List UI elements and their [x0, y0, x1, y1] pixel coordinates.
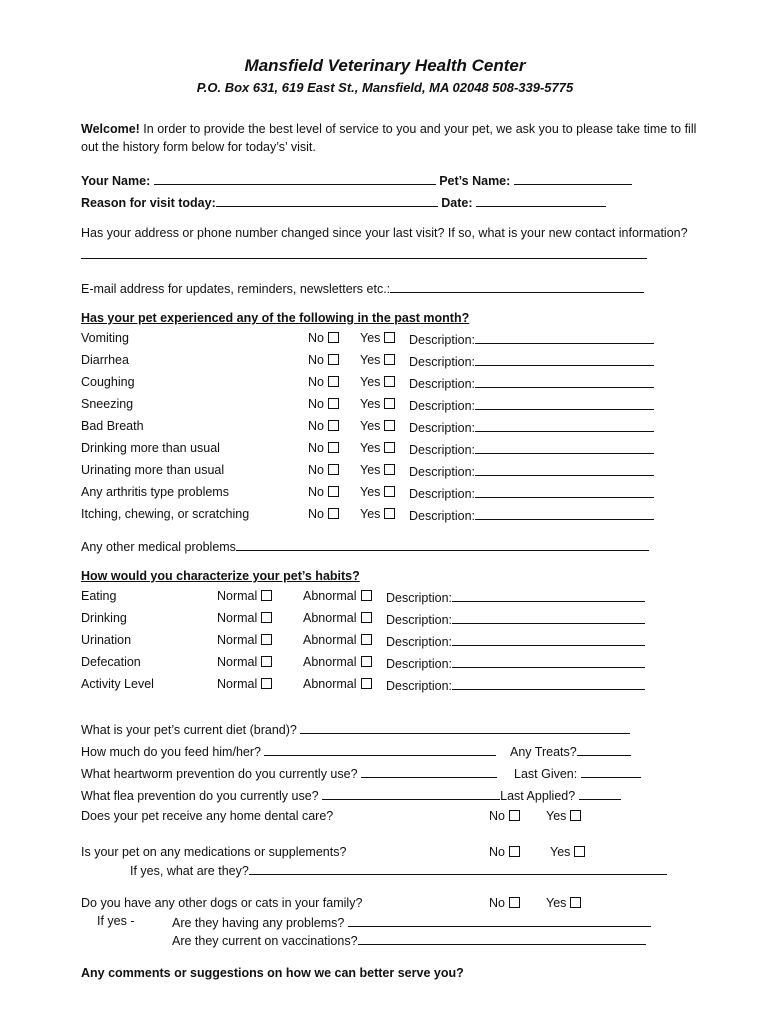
habit-normal-checkbox[interactable] [261, 612, 272, 623]
symptom-row [81, 419, 144, 433]
habit-abnormal-checkbox[interactable] [361, 678, 372, 689]
last-given-label: Last Given: [514, 767, 578, 781]
dental-yes[interactable]: Yes [546, 809, 581, 823]
symptom-yes-checkbox[interactable] [384, 464, 395, 475]
symptom-no-checkbox[interactable] [328, 442, 339, 453]
symptom-label: Any arthritis type problems [81, 485, 229, 499]
symptoms-heading: Has your pet experienced any of the following in the past month? [81, 311, 470, 325]
symptom-label: Urinating more than usual [81, 463, 225, 477]
others-yes[interactable]: Yes [546, 896, 581, 910]
symptom-yes-option[interactable]: Yes [360, 397, 395, 411]
symptom-no-checkbox[interactable] [328, 354, 339, 365]
pet-name-label: Pet’s Name: [439, 174, 511, 188]
habit-description: Description: [386, 611, 645, 627]
treats-label: Any Treats? [510, 745, 577, 759]
dental-question: Does your pet receive any home dental care? [81, 809, 334, 823]
habit-row [81, 677, 154, 691]
meds-what-label: If yes, what are they? [130, 864, 249, 878]
feed-row [81, 743, 496, 759]
habit-normal-option[interactable]: Normal [217, 677, 272, 691]
heartworm-field[interactable] [361, 765, 497, 778]
symptom-description-field[interactable] [475, 419, 654, 432]
symptom-description: Description: [409, 397, 654, 413]
others-no-checkbox[interactable] [509, 897, 520, 908]
symptom-yes-checkbox[interactable] [384, 486, 395, 497]
meds-no-checkbox[interactable] [509, 846, 520, 857]
date-label: Date: [441, 196, 473, 210]
dental-no[interactable]: No [489, 809, 520, 823]
flea-label: What flea prevention do you currently use? [81, 789, 319, 803]
symptom-label: Drinking more than usual [81, 441, 220, 455]
symptom-row [81, 331, 129, 345]
clinic-address: P.O. Box 631, 619 East St., Mansfield, MA 02048 508-339-5775 [196, 80, 574, 95]
symptom-description-field[interactable] [475, 441, 654, 454]
vaccinations-field[interactable] [358, 932, 646, 945]
symptom-no-option[interactable]: No [308, 331, 339, 345]
symptom-description: Description: [409, 353, 654, 369]
habit-row [81, 611, 127, 625]
meds-what-field[interactable] [249, 862, 667, 875]
contact-question: Has your address or phone number changed since your last visit? If so, what is your new contact information? [81, 226, 688, 240]
reason-field[interactable] [216, 194, 438, 207]
symptom-description: Description: [409, 419, 654, 435]
symptom-no-option[interactable]: No [308, 485, 339, 499]
your-name-field[interactable] [154, 172, 436, 185]
symptom-yes-checkbox[interactable] [384, 398, 395, 409]
habit-description: Description: [386, 677, 645, 693]
email-row [81, 280, 644, 296]
vaccinations-label: Are they current on vaccinations? [172, 934, 358, 948]
habit-normal-option[interactable]: Normal [217, 633, 272, 647]
habit-abnormal-checkbox[interactable] [361, 612, 372, 623]
symptom-yes-checkbox[interactable] [384, 508, 395, 519]
symptom-yes-checkbox[interactable] [384, 354, 395, 365]
habit-abnormal-checkbox[interactable] [361, 590, 372, 601]
welcome-paragraph [81, 120, 701, 156]
problems-row [172, 914, 651, 930]
if-yes-label: If yes - [97, 914, 135, 928]
other-problems-label: Any other medical problems [81, 540, 236, 554]
symptom-yes-option[interactable]: Yes [360, 353, 395, 367]
habit-description-field[interactable] [452, 611, 645, 624]
habit-normal-checkbox[interactable] [261, 590, 272, 601]
symptom-row [81, 507, 249, 521]
symptom-no-option[interactable]: No [308, 353, 339, 367]
symptom-label: Vomiting [81, 331, 129, 345]
flea-row [81, 787, 621, 803]
symptom-row [81, 353, 129, 367]
comments-question: Any comments or suggestions on how we can better serve you? [81, 966, 464, 980]
symptom-description-field[interactable] [475, 485, 654, 498]
symptom-no-checkbox[interactable] [328, 332, 339, 343]
habit-description-field[interactable] [452, 589, 645, 602]
symptom-yes-checkbox[interactable] [384, 442, 395, 453]
habits-heading: How would you characterize your pet’s habits? [81, 569, 360, 583]
reason-label: Reason for visit today: [81, 196, 216, 210]
problems-label: Are they having any problems? [172, 916, 345, 930]
symptom-no-checkbox[interactable] [328, 464, 339, 475]
email-label: E-mail address for updates, reminders, newsletters etc.: [81, 282, 391, 296]
symptom-row [81, 375, 135, 389]
your-name-row [81, 172, 632, 188]
symptom-yes-option[interactable]: Yes [360, 331, 395, 345]
habit-label: Defecation [81, 655, 141, 669]
meds-no[interactable]: No [489, 845, 520, 859]
symptom-description-field[interactable] [475, 353, 654, 366]
treats-row [510, 743, 631, 759]
last-given-row [514, 765, 641, 781]
feed-field[interactable] [264, 743, 496, 756]
symptom-no-checkbox[interactable] [328, 376, 339, 387]
habit-label: Urination [81, 633, 132, 647]
problems-field[interactable] [348, 914, 651, 927]
symptom-no-checkbox[interactable] [328, 398, 339, 409]
symptom-description: Description: [409, 485, 654, 501]
your-name-label: Your Name: [81, 174, 151, 188]
welcome-lead: Welcome! [81, 122, 140, 136]
symptom-no-checkbox[interactable] [328, 420, 339, 431]
reason-row [81, 194, 606, 210]
habit-abnormal-checkbox[interactable] [361, 634, 372, 645]
symptom-row [81, 441, 220, 455]
habit-normal-checkbox[interactable] [261, 678, 272, 689]
symptom-no-checkbox[interactable] [328, 508, 339, 519]
others-question: Do you have any other dogs or cats in your family? [81, 896, 363, 910]
other-problems-row [81, 538, 649, 554]
symptom-yes-checkbox[interactable] [384, 420, 395, 431]
habit-normal-option[interactable]: Normal [217, 611, 272, 625]
symptom-description-field[interactable] [475, 331, 654, 344]
symptom-description: Description: [409, 331, 654, 347]
habit-row [81, 633, 131, 647]
symptom-yes-checkbox[interactable] [384, 332, 395, 343]
symptom-yes-option[interactable]: Yes [360, 507, 395, 521]
dental-no-checkbox[interactable] [509, 810, 520, 821]
feed-label: How much do you feed him/her? [81, 745, 261, 759]
last-applied-field[interactable] [579, 787, 621, 800]
email-field[interactable] [390, 280, 644, 293]
symptom-yes-option[interactable]: Yes [360, 463, 395, 477]
habit-normal-option[interactable]: Normal [217, 655, 272, 669]
habit-row [81, 589, 116, 603]
habit-abnormal-option[interactable]: Abnormal [303, 655, 372, 669]
habit-abnormal-option[interactable]: Abnormal [303, 633, 372, 647]
contact-field[interactable] [81, 246, 647, 259]
pet-name-field[interactable] [514, 172, 632, 185]
last-applied-label: Last Applied? [500, 789, 576, 803]
symptom-no-option[interactable]: No [308, 463, 339, 477]
others-no[interactable]: No [489, 896, 520, 910]
symptom-yes-option[interactable]: Yes [360, 441, 395, 455]
symptom-description: Description: [409, 507, 654, 523]
heartworm-row [81, 765, 497, 781]
symptom-row [81, 397, 133, 411]
heartworm-label: What heartworm prevention do you currently use? [81, 767, 358, 781]
symptom-description-field[interactable] [475, 375, 654, 388]
welcome-text: In order to provide the best level of service to you and your pet, we ask you to please take time to fill out the history form below for today’s’ visit. [81, 122, 697, 154]
symptom-no-option[interactable]: No [308, 375, 339, 389]
symptom-yes-option[interactable]: Yes [360, 485, 395, 499]
habit-abnormal-option[interactable]: Abnormal [303, 611, 372, 625]
symptom-no-option[interactable]: No [308, 507, 339, 521]
habit-description-field[interactable] [452, 677, 645, 690]
habit-abnormal-option[interactable]: Abnormal [303, 589, 372, 603]
symptom-description-field[interactable] [475, 463, 654, 476]
meds-yes[interactable]: Yes [550, 845, 585, 859]
diet-field[interactable] [300, 721, 630, 734]
symptom-label: Coughing [81, 375, 135, 389]
habit-abnormal-option[interactable]: Abnormal [303, 677, 372, 691]
habit-label: Eating [81, 589, 117, 603]
symptom-description: Description: [409, 463, 654, 479]
habit-description-field[interactable] [452, 655, 645, 668]
habit-row [81, 655, 141, 669]
symptom-description-field[interactable] [475, 507, 654, 520]
symptom-no-option[interactable]: No [308, 419, 339, 433]
symptom-yes-option[interactable]: Yes [360, 375, 395, 389]
habit-normal-option[interactable]: Normal [217, 589, 272, 603]
meds-what-row [130, 862, 667, 878]
others-yes-checkbox[interactable] [570, 897, 581, 908]
habit-description-field[interactable] [452, 633, 645, 646]
habit-abnormal-checkbox[interactable] [361, 656, 372, 667]
habit-label: Activity Level [81, 677, 154, 691]
symptom-label: Bad Breath [81, 419, 144, 433]
symptom-row [81, 463, 224, 477]
flea-field[interactable] [322, 787, 500, 800]
vaccinations-row [172, 932, 646, 948]
diet-label: What is your pet’s current diet (brand)? [81, 723, 297, 737]
habit-description: Description: [386, 655, 645, 671]
last-given-field[interactable] [581, 765, 641, 778]
symptom-label: Sneezing [81, 397, 134, 411]
meds-yes-checkbox[interactable] [574, 846, 585, 857]
dental-yes-checkbox[interactable] [570, 810, 581, 821]
other-problems-field[interactable] [236, 538, 649, 551]
symptom-description-field[interactable] [475, 397, 654, 410]
symptom-yes-option[interactable]: Yes [360, 419, 395, 433]
habit-description: Description: [386, 633, 645, 649]
habit-label: Drinking [81, 611, 127, 625]
symptom-description: Description: [409, 375, 654, 391]
symptom-label: Itching, chewing, or scratching [81, 507, 250, 521]
symptom-no-checkbox[interactable] [328, 486, 339, 497]
habit-normal-checkbox[interactable] [261, 634, 272, 645]
symptom-no-option[interactable]: No [308, 397, 339, 411]
symptom-yes-checkbox[interactable] [384, 376, 395, 387]
clinic-title: Mansfield Veterinary Health Center [244, 56, 526, 75]
symptom-label: Diarrhea [81, 353, 129, 367]
meds-question: Is your pet on any medications or supplements? [81, 845, 347, 859]
symptom-description: Description: [409, 441, 654, 457]
symptom-no-option[interactable]: No [308, 441, 339, 455]
symptom-row [81, 485, 229, 499]
diet-row [81, 721, 630, 737]
habit-normal-checkbox[interactable] [261, 656, 272, 667]
treats-field[interactable] [577, 743, 631, 756]
habit-description: Description: [386, 589, 645, 605]
date-field[interactable] [476, 194, 606, 207]
